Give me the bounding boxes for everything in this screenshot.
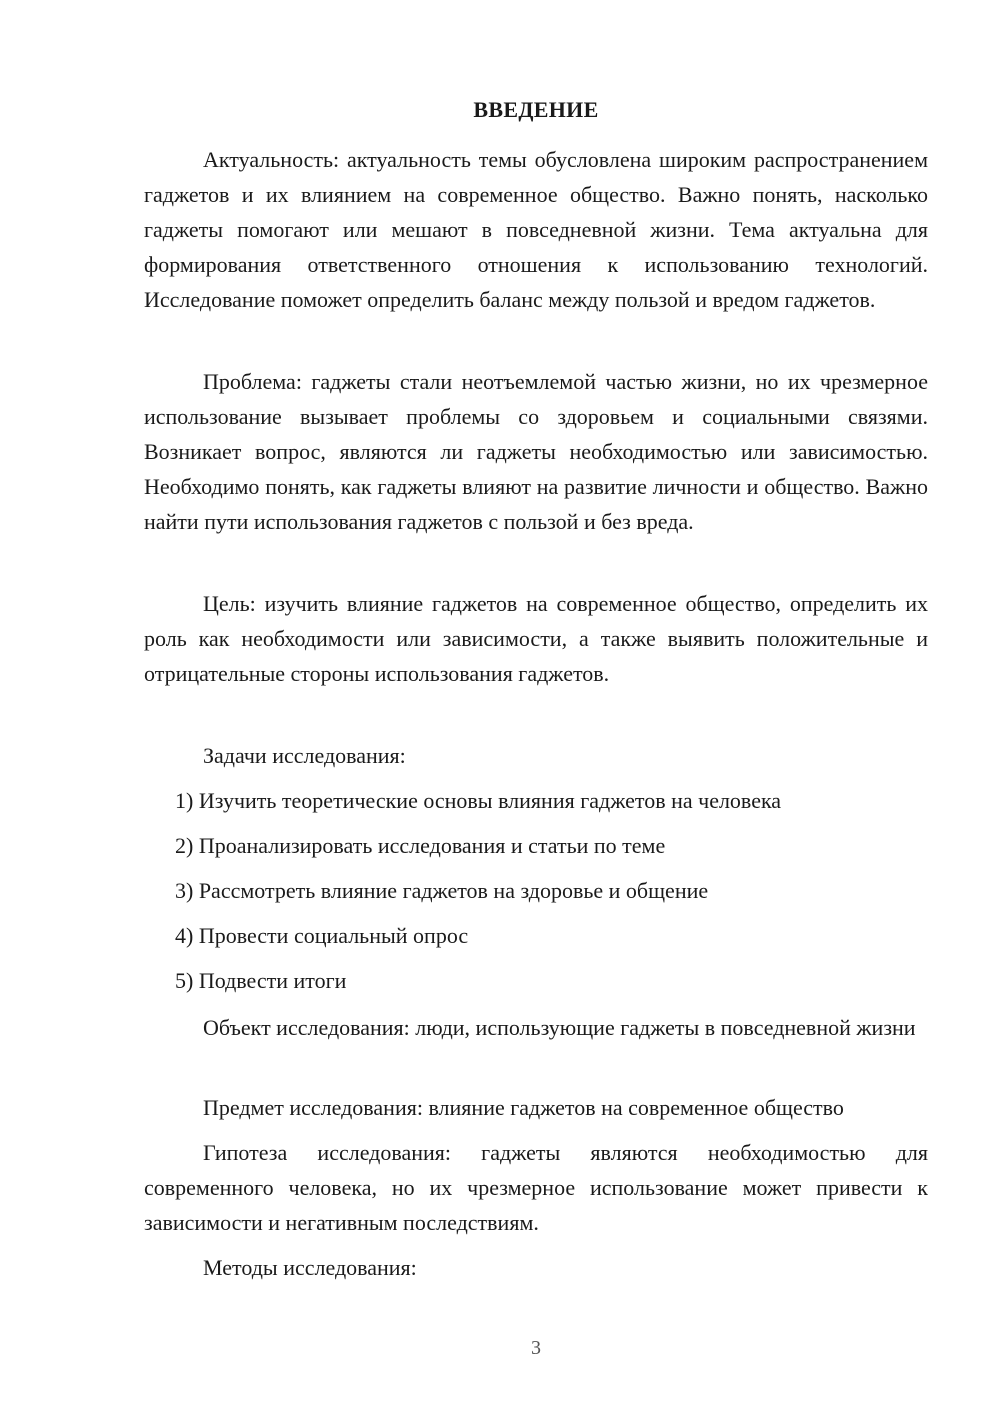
goal-paragraph: Цель: изучить влияние гаджетов на современное общество, определить их роль как необходимости или зависимости, а также выявить положительные и отрицательные стороны использования гаджетов. — [144, 591, 928, 686]
object-paragraph: Объект исследования: люди, использующие гаджеты в повседневной жизни — [203, 1015, 916, 1040]
methods-title: Методы исследования: — [203, 1255, 417, 1280]
task-item: 1) Изучить теоретические основы влияния гаджетов на человека — [175, 788, 782, 813]
tasks-title: Задачи исследования: — [203, 743, 406, 768]
task-item: 3) Рассмотреть влияние гаджетов на здоровье и общение — [175, 878, 709, 903]
task-item: 5) Подвести итоги — [175, 968, 347, 993]
hypothesis-paragraph: Гипотеза исследования: гаджеты являются необходимостью для современного человека, но их чрезмерное использование может привести к зависимости и негативным последствиям. — [144, 1140, 928, 1235]
task-item: 4) Провести социальный опрос — [175, 923, 469, 948]
subject-paragraph: Предмет исследования: влияние гаджетов на современное общество — [203, 1095, 844, 1120]
relevance-paragraph: Актуальность: актуальность темы обусловлена широким распространением гаджетов и их влиянием на современное общество. Важно понять, насколько гаджеты помогают или мешают в повседневной жизни. Тема актуальна для формирования ответственного отношения к использованию технологий. Исследование поможет определить баланс между пользой и вредом гаджетов. — [144, 147, 928, 312]
document-page — [144, 0, 928, 1414]
problem-paragraph: Проблема: гаджеты стали неотъемлемой частью жизни, но их чрезмерное использование вызывает проблемы со здоровьем и социальными связями. Возникает вопрос, являются ли гаджеты необходимостью или зависимостью. Необходимо понять, как гаджеты влияют на развитие личности и общество. Важно найти пути использования гаджетов с пользой и без вреда. — [144, 369, 928, 534]
task-item: 2) Проанализировать исследования и статьи по теме — [175, 833, 666, 858]
section-heading: ВВЕДЕНИЕ — [473, 97, 599, 122]
page-number: 3 — [531, 1337, 541, 1359]
